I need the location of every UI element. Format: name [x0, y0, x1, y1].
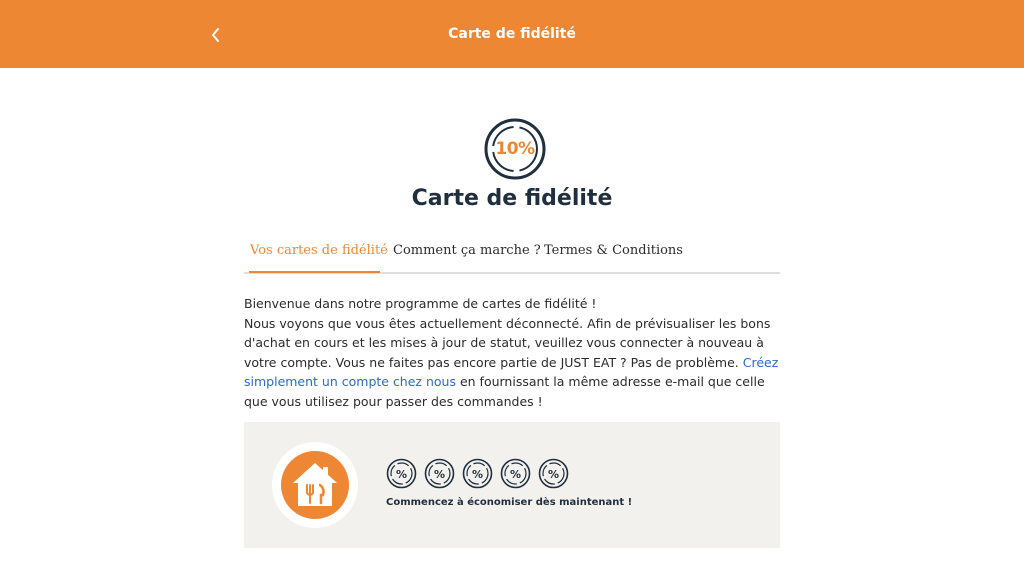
tab-your-cards[interactable]: Vos cartes de fidélité — [250, 243, 388, 258]
tab-how-it-works[interactable]: Comment ça marche ? — [393, 243, 541, 258]
page-title: Carte de fidélité — [411, 186, 613, 211]
svg-text:%: % — [509, 468, 522, 481]
promo-message: Commencez à économiser dès maintenant ! — [386, 497, 633, 508]
svg-text:%: % — [471, 468, 484, 481]
intro-welcome: Bienvenue dans notre programme de cartes de fidélité ! — [244, 296, 597, 311]
percent-stamp-icon — [500, 458, 531, 489]
top-bar — [0, 0, 1024, 68]
badge-percent-label: 10% — [495, 139, 535, 159]
percent-stamp-icon — [386, 458, 417, 489]
percent-stamp-icon — [538, 458, 569, 489]
tab-bar — [244, 240, 780, 274]
intro-text — [244, 294, 780, 412]
svg-text:%: % — [547, 468, 560, 481]
svg-text:%: % — [433, 468, 446, 481]
intro-body-end: en fournissant la même adresse e-mail que celle que vous utilisez pour passer des commandes ! — [244, 374, 765, 409]
svg-text:%: % — [395, 468, 408, 481]
percent-stamp-icon — [424, 458, 455, 489]
create-account-link[interactable]: Créez simplement un compte chez nous — [244, 354, 779, 390]
intro-body: Nous voyons que vous êtes actuellement déconnecté. Afin de prévisualiser les bons d'achat en cours et les mises à jour de statut, veuillez vous connecter à nouveau à votre compte. Vous ne faites pas encore partie de JUST EAT ? Pas de problème. — [244, 315, 771, 370]
percent-stamp-icon — [462, 458, 493, 489]
promo-card — [244, 422, 780, 548]
tab-terms-conditions[interactable]: Termes & Conditions — [544, 243, 683, 258]
just-eat-house-icon — [279, 449, 351, 521]
active-tab-indicator — [249, 271, 380, 273]
just-eat-logo — [272, 442, 358, 528]
header-title: Carte de fidélité — [448, 26, 576, 42]
